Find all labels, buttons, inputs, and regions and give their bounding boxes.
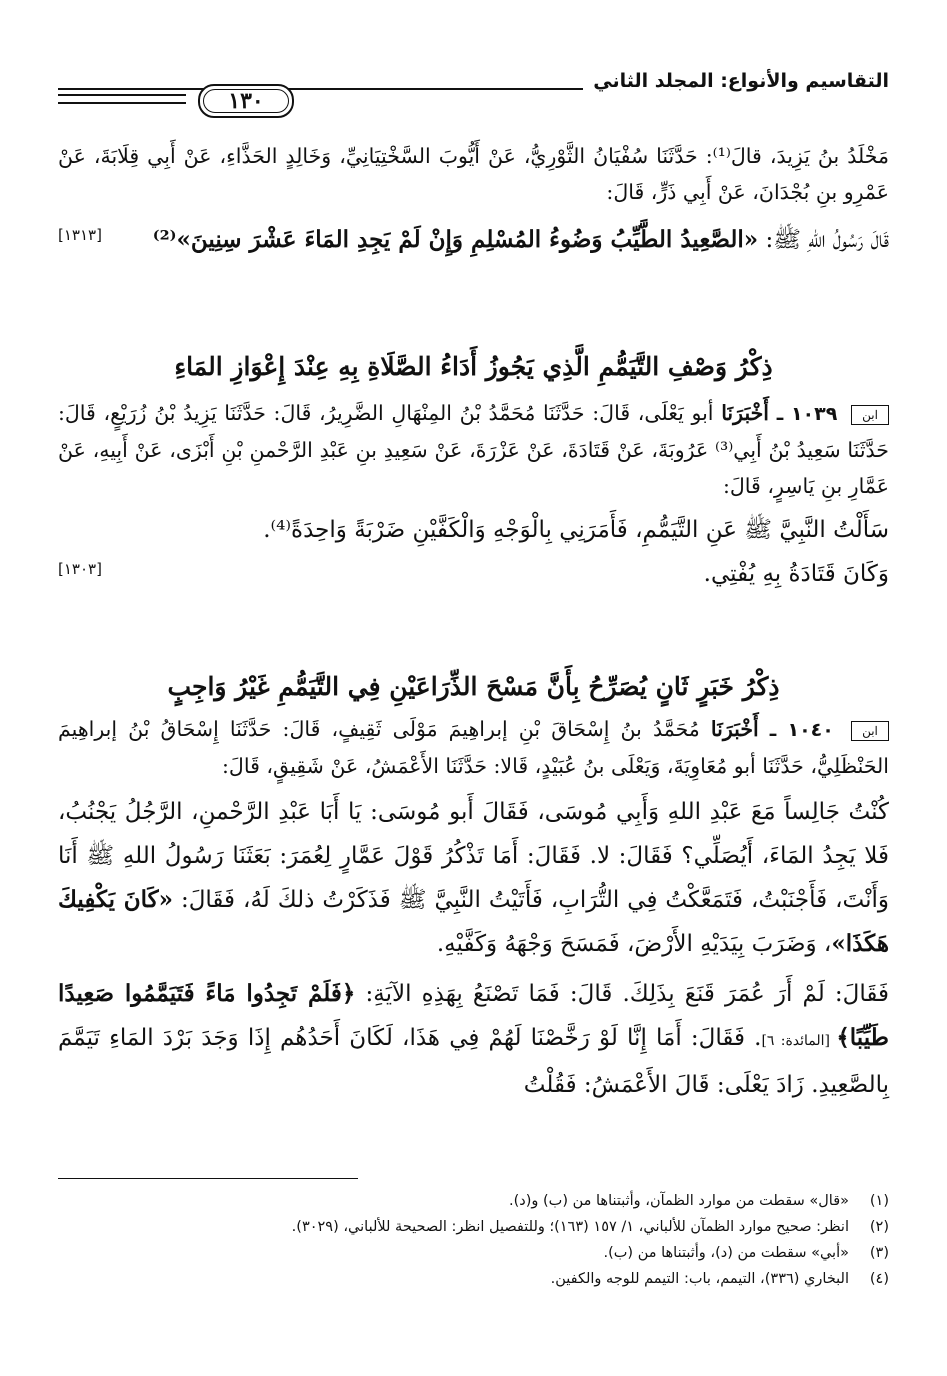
continued-hadith xyxy=(58,138,889,262)
matn-text: كُنْتُ جَالِساً مَعَ عَبْدِ اللهِ وَأَبِي مُوسَى، فَقَالَ أَبو مُوسَى: يَا أَبَا عَبْدِ الرَّحْمنِ، الرَّجُلُ يَجْنُبُ، فَلا يَجِدُ المَاءَ، أَيُصَلِّي؟ فَقَالَ: لا. فَقَالَ: أَمَا تَذْكُرُ قَوْلَ عَمَّارٍ لِعُمَرَ: بَعَثَنَا رَسُولُ اللهِ ﷺ أَنَا وَأَنْتَ، فَأَجْنَبْتُ، فَتَمَعَّكْتُ فِي التُّرَابِ، فَأَتَيْتُ النَّبِيَّ ﷺ فَذَكَرْتُ ذلكَ لَهُ، فَقَالَ: xyxy=(58,799,889,913)
footnote-text: «أبي» سقطت من (د)، وأثبتناها من (ب). xyxy=(603,1245,849,1261)
footnote xyxy=(58,1214,889,1240)
page-number: ١٣٠ xyxy=(198,84,294,118)
footnote-rule xyxy=(58,1178,358,1179)
footnote-number: (٣) xyxy=(869,1245,889,1261)
matn-paragraph: سَأَلْتُ النَّبِيَّ ﷺ عَنِ التَّيَمُّمِ، فَأَمَرَنِي بِالْوَجْهِ وَالْكَفَّيْنِ ضَرْبَةً وَاحِدَةً⁽⁴⁾. xyxy=(263,517,889,543)
hadith-reference: [١٣٠٣] xyxy=(58,560,102,578)
isnad-paragraph xyxy=(58,711,889,784)
matn-text: فَقَالَ: لَمْ أَرَ عُمَرَ قَنَعَ بِذَلِكَ. قَالَ: فَمَا تَصْنَعُ بِهَذِهِ الآيَةِ: xyxy=(355,981,889,1007)
footnote xyxy=(58,1188,889,1214)
matn-text-end: ، وَضَرَبَ بِيَدَيْهِ الأَرْضَ، فَمَسَحَ وَجْهَهُ وَكَفَّيْهِ. xyxy=(436,931,832,957)
hadith-marker-icon: ابن xyxy=(851,405,889,425)
matn-intro: قَالَ رَسُولُ اللهِ ﷺ: xyxy=(758,227,889,253)
isnad-paragraph xyxy=(58,395,889,504)
footnote-text: البخاري (٣٣٦)، التيمم، باب: التيمم للوجه والكفين. xyxy=(550,1271,849,1287)
header-double-rule xyxy=(58,94,186,104)
footnote xyxy=(58,1240,889,1266)
hadith-reference: [١٣١٣] xyxy=(58,226,102,244)
footnote-text: «قال» سقطت من موارد الظمآن، وأثبتناها من (ب) و(د). xyxy=(509,1193,849,1209)
hadith-marker-icon: ابن xyxy=(851,721,889,741)
footnote-number: (٤) xyxy=(869,1271,889,1287)
section-heading: ذِكْرُ وَصْفِ التَّيَمُّمِ الَّذِي يَجُوزُ أَدَاءُ الصَّلَاةِ بِهِ عِنْدَ إِعْوَازِ المَاءِ xyxy=(174,352,773,381)
section-1040 xyxy=(58,672,889,1107)
isnad-continued: مَخْلَدُ بنُ يَزِيدَ، قالَ⁽¹⁾: حَدَّثَنَا سُفْيَانُ الثَّوْرِيُّ، عَنْ أَيُّوبَ السَّخْتِيَانِيِّ، وَخَالِدٍ الحَذَّاءِ، عَنْ أَبِي قِلَابَةَ، عَنْ عَمْرِو بنِ بُجْدَانَ، عَنْ أَبِي ذَرٍّ، قَالَ: xyxy=(58,144,889,204)
running-title: التقاسيم والأنواع: المجلد الثاني xyxy=(583,70,889,92)
matn-paragraph-2 xyxy=(58,972,889,1107)
section-1039 xyxy=(58,352,889,596)
footnote-number: (١) xyxy=(869,1193,889,1209)
isnad-text: مُحَمَّدُ بنُ إِسْحَاقَ بْنِ إبراهِيمَ مَوْلَى ثَقِيفٍ، قَالَ: حَدَّثَنَا إِسْحَاقُ بْنُ إبراهِيمَ الحَنْظَلِيُّ، حَدَّثَنَا أبو مُعَاوِيَةَ، وَيَعْلَى بنُ عُبَيْدٍ، قَالا: حَدَّثَنَا الأَعْمَشُ، عَنْ شَقِيقٍ، قَالَ: xyxy=(58,717,889,778)
section-heading: ذِكْرُ خَبَرٍ ثَانٍ يُصَرِّحُ بِأَنَّ مَسْحَ الذِّرَاعَيْنِ فِي التَّيَمُّمِ غَيْرُ وَاجِبٍ xyxy=(167,672,780,701)
page-header xyxy=(58,72,889,116)
matn-bold-text: «كَانَ يَكْفِيكَ هَكَذَا» xyxy=(58,886,889,957)
verse-reference: [المائدة: ٦] xyxy=(761,1033,837,1049)
akhbarana-label: أَخْبَرَنَا xyxy=(721,401,770,425)
matn-text-end: . فَقَالَ: أَمَا إِنَّا لَوْ رَخَّصْنَا لَهُمْ فِي هَذَا، لَكَانَ أَحَدُهُم إِذَا وَجَدَ بَرْدَ المَاءِ تَيَمَّمَ بِالصَّعِيدِ. زَادَ يَعْلَى: قَالَ الأَعْمَشُ: فَقُلْتُ xyxy=(58,1025,889,1098)
isnad-text: أبو يَعْلَى، قَالَ: حَدَّثَنَا مُحَمَّدُ بْنُ المِنْهَالِ الضَّرِيرُ، قَالَ: حَدَّثَنَا يَزِيدُ بْنُ زُرَيْعٍ، قَالَ: حَدَّثَنَا سَعِيدُ بْنُ أَبِي⁽³⁾ عَرُوبَةَ، عَنْ قَتَادَةَ، عَنْ عَزْرَةَ، عَنْ سَعِيدِ بنِ عَبْدِ الرَّحْمنِ بْنِ أَبْزَى، عَنْ أَبِيهِ، عَنْ عَمَّارِ بنِ يَاسِرٍ، قَالَ: xyxy=(58,401,889,498)
matn-paragraph xyxy=(58,218,889,262)
tail-text: وَكَانَ قَتَادَةُ بِهِ يُفْتِي. xyxy=(703,561,889,587)
tail-paragraph xyxy=(58,552,889,596)
footnotes xyxy=(58,1188,889,1292)
footnote-text: انظر: صحيح موارد الظمآن للألباني، ١/ ١٥٧ (١٦٣)؛ وللتفصيل انظر: الصحيحة للألباني، (٣٠٢٩). xyxy=(291,1219,849,1235)
hadith-number: ١٠٣٩ ـ xyxy=(776,403,838,425)
matn-paragraph-1 xyxy=(58,790,889,966)
footnote xyxy=(58,1266,889,1292)
hadith-number: ١٠٤٠ ـ xyxy=(769,719,834,741)
quran-verse: ﴿فَلَمْ تَجِدُوا مَاءً فَتَيَمَّمُوا صَعِيدًا طَيِّبًا﴾ xyxy=(58,980,889,1051)
akhbarana-label: أَخْبَرَنَا xyxy=(710,717,759,741)
matn-text: «الصَّعِيدُ الطَّيِّبُ وَضُوءُ المُسْلِمِ وَإِنْ لَمْ يَجِدِ المَاءَ عَشْرَ سِنِينَ»⁽²⁾ xyxy=(152,226,759,253)
footnote-number: (٢) xyxy=(869,1219,889,1235)
